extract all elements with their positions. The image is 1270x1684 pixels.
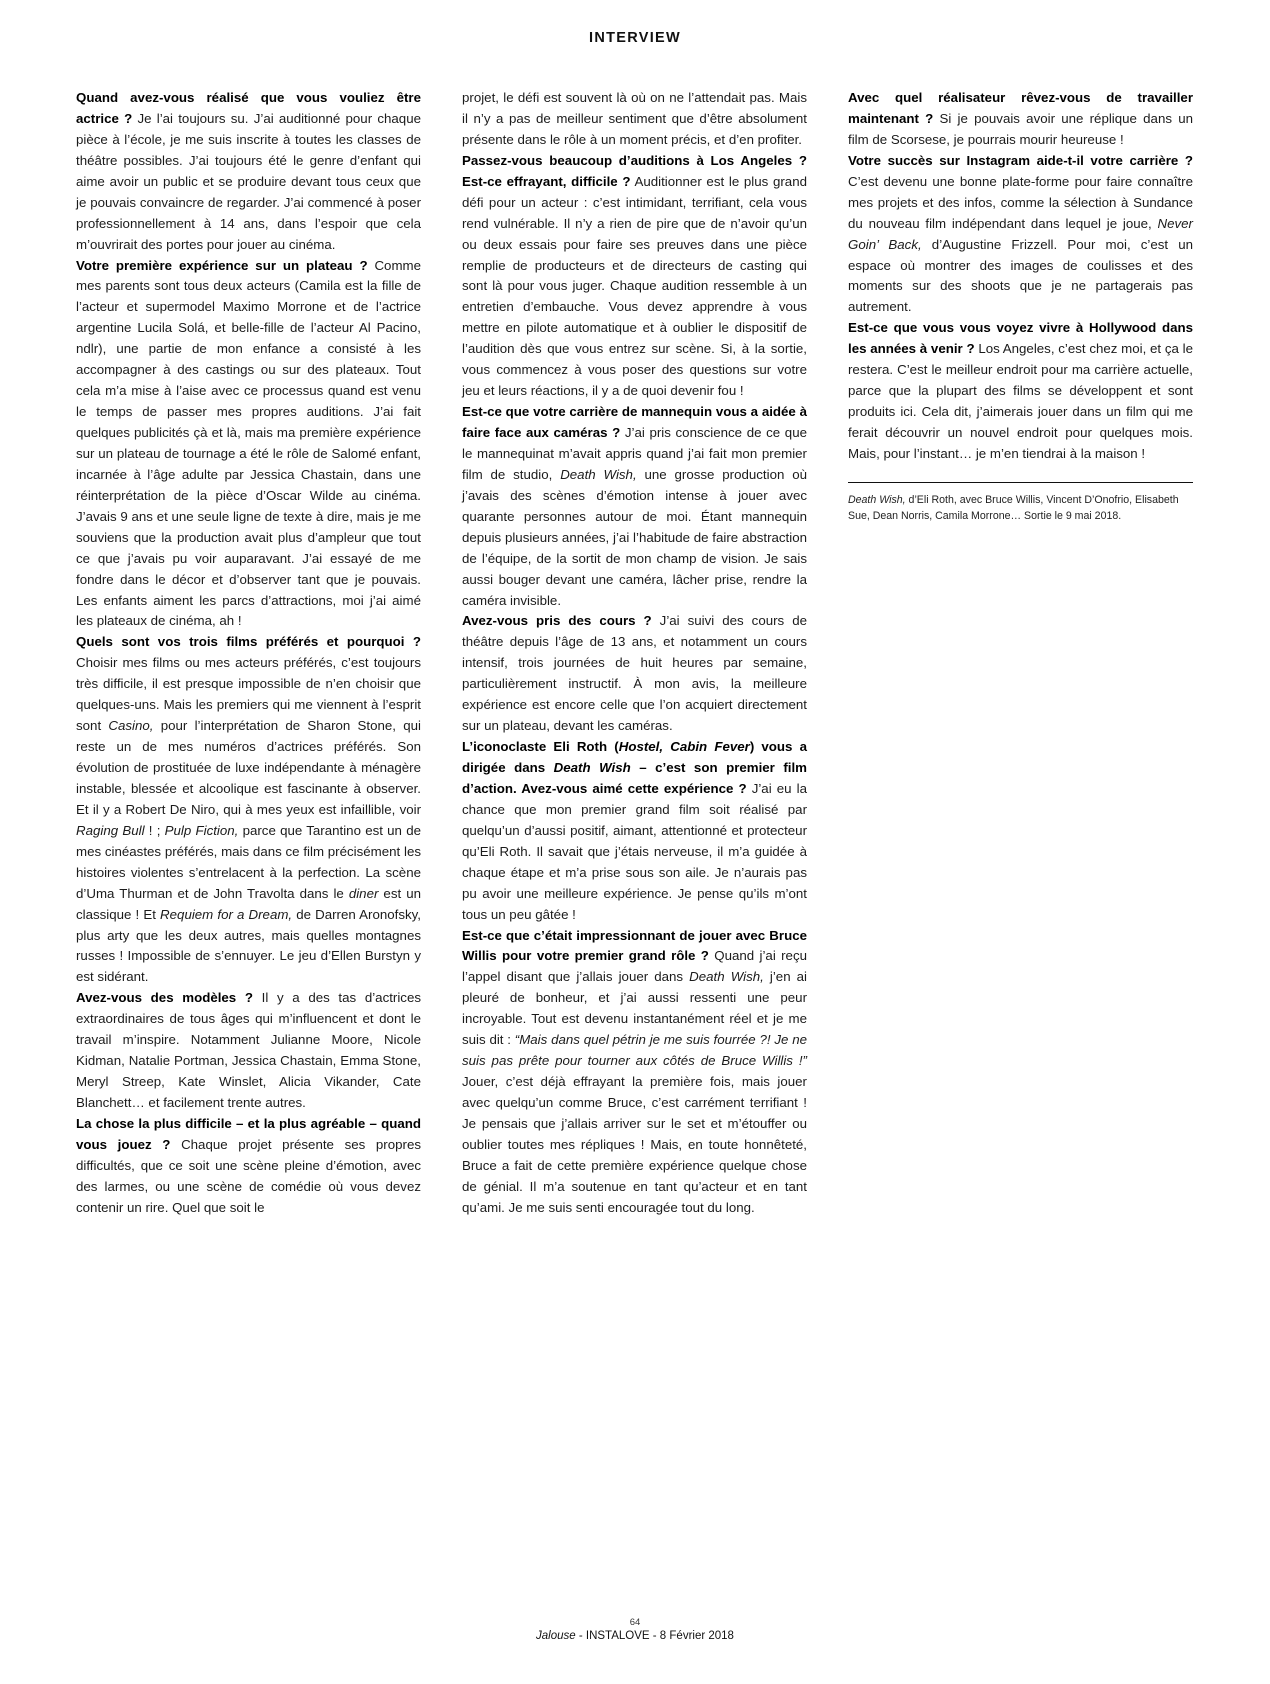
article-columns [76,88,1194,1219]
magazine-credit [0,1630,1270,1642]
text-run: L’iconoclaste Eli Roth ( [462,739,619,755]
text-run: Choisir mes films ou mes acteurs préférés, c’est toujours très difficile, il est presque impossible de n’en choisir que quelques-uns. Mais les premiers qui me viennent à l’esprit sont [76,655,421,734]
text-run: d’Eli Roth, avec Bruce Willis, Vincent D’Onofrio, Elisabeth Sue, Dean Norris, Camila Morrone… Sortie le 9 mai 2018. [848,493,1179,522]
magazine-name: Jalouse [536,1630,576,1642]
interview-answer: Chaque projet présente ses propres difficultés, que ce soit une scène pleine d’émotion, avec des larmes, ou une scène de comédie où vous devez contenir un rire. Quel que soit le [76,1136,421,1215]
qa-block [76,88,421,256]
interview-answer: J’ai eu la chance que mon premier grand film soit réalisé par quelqu’un d’aussi positif, aimant, attentionné et protecteur qu’Eli Roth. Il savait que j’étais nerveuse, il m’a guidée à chaque étape et m’a prise sous son aile. Je n’aurais pas pu avoir une meilleure expérience. Je pense qu’ils m’ont tous un peu gâtée ! [462,780,807,922]
interview-answer: Je l’ai toujours su. J’ai auditionné pour chaque pièce à l’école, je me suis inscrite à toutes les classes de théâtre possibles. J’ai toujours été le genre d’enfant qui aime avoir un public et se produire devant tous ceux que je pouvais convaincre de regarder. J’ai commencé à poser professionnellement à 14 ans, dans l’espoir que cela m’ouvrirait des portes pour jouer au cinéma. [76,110,421,252]
text-run: diner [348,885,379,901]
text-run: C’est devenu une bonne plate-forme pour faire connaître mes projets et des infos, comme la sélection à Sundance du nouveau film indépendant dans lequel je joue, [848,173,1193,231]
text-run: Quand j’ai reçu l’appel disant que j’allais jouer dans [462,948,807,985]
interview-question: Est-ce que c’était impressionnant de jouer avec Bruce Willis pour votre premier grand rôle ? [462,927,807,964]
text-run: J’ai pris conscience de ce que le mannequinat m’avait appris quand j’ai fait mon premier film de studio, [462,425,807,482]
text-run: ! ; [144,822,165,838]
qa-block [76,1114,421,1219]
page-header: INTERVIEW [589,30,681,46]
interview-answer: Il y a des tas d’actrices extraordinaires de tous âges qui m’influencent et dont le travail m’inspire. Notamment Julianne Moore, Nicole Kidman, Natalie Portman, Jessica Chastain, Emma Stone, Meryl Streep, Kate Winslet, Alicia Vikander, Cate Blanchett… et facilement trente autres. [76,990,421,1110]
interview-question: Quels sont vos trois films préférés et pourquoi ? [76,634,421,650]
qa-block [848,318,1193,465]
qa-block [462,151,807,402]
interview-question: La chose la plus difficile – et la plus agréable – quand vous jouez ? [76,1115,421,1152]
qa-block [76,256,421,633]
interview-question: Est-ce que votre carrière de mannequin vous a aidée à faire face aux caméras ? [462,404,807,440]
text-run: Death Wish, [848,493,906,506]
text-run: parce que Tarantino est un de mes cinéastes préférés, mais dans ce film précisément les histoires violentes s’entrelacent à la perfection. La scène d’Uma Thurman et de John Travolta dans le [76,822,421,901]
qa-block [76,632,421,988]
qa-block [462,88,807,151]
column-1 [76,88,421,1219]
interview-answer: Si je pouvais avoir une réplique dans un film de Scorsese, je pourrais mourir heureuse ! [848,110,1194,147]
interview-question: Passez-vous beaucoup d’auditions à Los Angeles ? Est-ce effrayant, difficile ? [462,152,807,189]
text-run: de Darren Aronofsky, plus arty que les deux autres, mais quelles montagnes russes ! Impossible de s’ennuyer. Le jeu d’Ellen Burstyn y est sidérant. [76,906,421,985]
text-run: Pulp Fiction, [164,822,239,838]
interview-answer: Comme mes parents sont tous deux acteurs (Camila est la fille de l’acteur et supermodel Maximo Morrone et de l’actrice argentine Lucila Solá, et belle-fille de l’acteur Al Pacino, ndlr), une partie de mon enfance a consisté à les accompagner à des castings ou sur des plateaux. Tout cela m’a mise à l’aise avec ce processus quand est venu le temps de passer mes propres auditions. J’ai fait quelques publicités çà et là, mais ma première expérience sur un plateau de tournage a été le rôle de Salomé enfant, incarnée à l’âge adulte par Jessica Chastain, dans une réinterprétation de la pièce d’Oscar Wilde au cinéma. J’avais 9 ans et une seule ligne de texte à dire, mais je me souviens que la production avait plus d’ampleur que tout ce que j’avais pu voir auparavant. J’ai essayé de me fondre dans le décor et d’observer tant que je pouvais. Les enfants aiment les parcs d’attractions, moi j’ai aimé les plateaux de cinéma, ah ! [76,257,421,629]
text-run: Raging Bull [76,822,145,838]
interview-question: Est-ce que vous vous voyez vivre à Hollywood dans les années à venir ? [848,320,1193,357]
column-3 [848,88,1193,1219]
interview-question: Votre succès sur Instagram aide-t-il votre carrière ? [848,152,1193,168]
page-number: 64 [629,1617,641,1628]
text-run: “Mais dans quel pétrin je me suis fourrée ?! Je ne suis pas prête pour tourner aux côtés de Bruce Willis !” [462,1032,808,1069]
text-run: Death Wish [553,760,631,775]
interview-question: Avez-vous pris des cours ? [462,613,652,629]
text-run: pour l’interprétation de Sharon Stone, qui reste un de mes numéros d’actrices préférés. Son évolution de prostituée de luxe indépendante à ménagère instable, blessée et alcoolique est fascinante à observer. Et il y a Robert De Niro, qui à mes yeux est infaillible, voir [76,718,422,817]
interview-question: Quand avez-vous réalisé que vous vouliez être actrice ? [76,90,421,126]
interview-question: Avez-vous des modèles ? [76,990,253,1006]
qa-block [848,88,1193,151]
text-run: d’Augustine Frizzell. Pour moi, c’est un espace où montrer des images de coulisses et des moments sur des shoots que je ne partagerais pas autrement. [848,236,1193,315]
interview-answer: J’ai suivi des cours de théâtre depuis l’âge de 13 ans, et notamment un cours intensif, trois journées de huit heures par semaine, particulièrement instructif. À mon avis, la meilleure expérience est encore celle que l’on acquiert directement sur un plateau, devant les caméras. [462,613,807,734]
interview-answer: projet, le défi est souvent là où on ne l’attendait pas. Mais il n’y a pas de meilleur sentiment que d’être absolument présente dans le rôle à un moment précis, et d’en profiter. [462,90,807,147]
text-run: Death Wish, [560,466,637,482]
qa-block [462,737,807,925]
text-run: – c’est son premier film d’action. Avez-vous aimé cette expérience ? [462,760,807,796]
text-run: Jouer, c’est déjà effrayant la première fois, mais jouer avec quelqu’un comme Bruce, c’est carrément terrifiant ! Je pensais que j’allais arriver sur le set et m’étouffer ou oublier toutes mes répliques ! Mais, en toute honnêteté, Bruce a fait de cette première expérience quelque chose de génial. Il m’a soutenue en tant qu’acteur et en tant qu’ami. Je me suis senti encouragée tout du long. [462,1074,807,1215]
interview-question: Votre première expérience sur un plateau ? [76,257,368,273]
qa-block [462,611,807,737]
text-run: Hostel, Cabin Fever [618,739,750,755]
qa-block [462,402,807,611]
text-run: ) vous a dirigée dans [462,739,808,775]
text-run: Requiem for a Dream, [160,906,293,922]
qa-block [76,988,421,1114]
qa-block [462,926,807,1219]
interview-answer: Auditionner est le plus grand défi pour un acteur : c’est intimidant, terrifiant, cela vous rend vulnérable. Il n’y a rien de pire que de n’avoir qu’un ou deux essais pour faire ses preuves dans une pièce remplie de producteurs et de directeurs de casting qui sont là pour vous juger. Chaque audition ressemble à un entretien d’embauche. Vous devez apprendre à vous mettre en pilote automatique et à oublier le dispositif de l’audition dès que vous entrez sur scène. Si, à la sortie, vous commencez à vous poser des questions sur votre jeu et leurs réactions, il y a de quoi devenir fou ! [462,173,807,399]
text-run: j’en ai pleuré de bonheur, et j’ai aussi ressenti une peur incroyable. Tout est devenu instantanément réel et je me suis dit : [462,969,808,1048]
magazine-issue: - INSTALOVE - 8 Février 2018 [575,1630,734,1642]
qa-block [848,151,1193,319]
interview-question: Avec quel réalisateur rêvez-vous de travailler maintenant ? [848,90,1193,126]
film-credits [848,482,1193,525]
text-run: une grosse production où j’avais des scènes d’émotion intense à jouer avec quarante personnes autour de moi. Étant mannequin depuis plusieurs années, j’ai l’habitude de faire abstraction de l’équipe, de la sortit de mon champ de vision. Je sais aussi bouger devant une caméra, lâcher prise, rendre la caméra invisible. [462,466,807,608]
text-run: Casino, [108,718,154,734]
text-run: Death Wish, [689,969,764,985]
interview-answer: Los Angeles, c’est chez moi, et ça le restera. C’est le meilleur endroit pour ma carrière actuelle, parce que la plupart des films se développent et sont produits ici. Cela dit, j’aimerais jouer dans un film qui me ferait découvrir un nouvel endroit pour quelques mois. Mais, pour l’instant… je m’en tiendrai à la maison ! [848,341,1193,461]
text-run: est un classique ! Et [76,885,421,922]
page-footer [0,1617,1270,1642]
column-2 [462,88,807,1219]
text-run: Never Goin’ Back, [848,215,1193,252]
